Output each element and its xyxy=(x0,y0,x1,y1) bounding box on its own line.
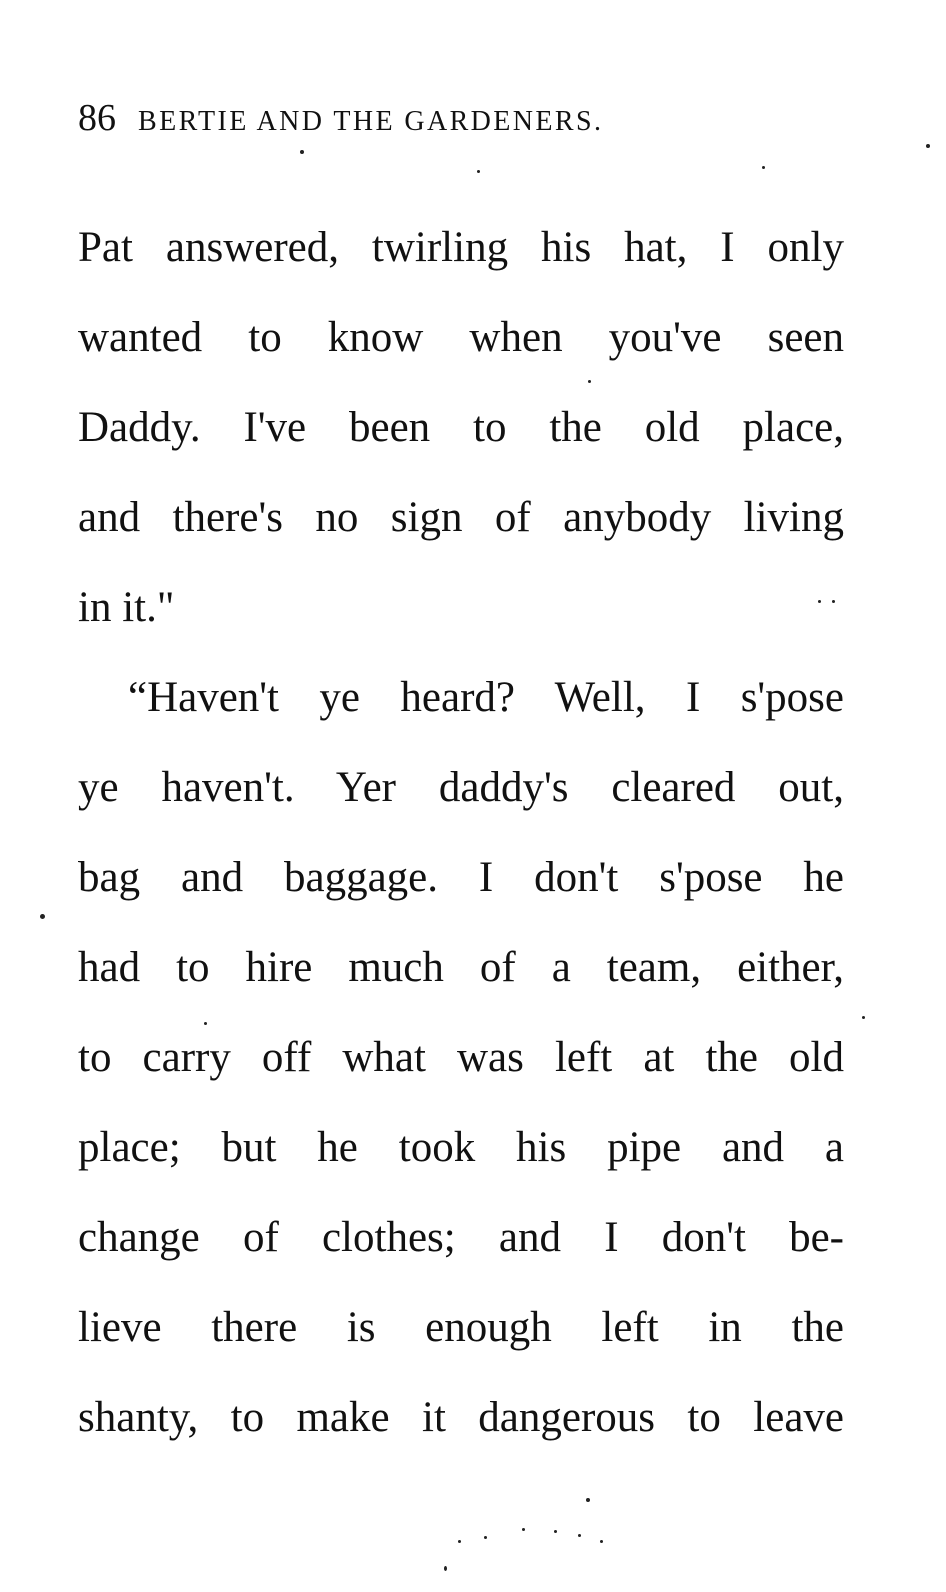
scan-speck xyxy=(818,600,821,603)
scan-speck xyxy=(762,166,765,169)
scan-speck xyxy=(862,1016,865,1019)
scan-speck xyxy=(586,1498,590,1502)
page-number: 86 xyxy=(78,97,116,139)
text-line: place; but he took his pipe and a xyxy=(78,1124,844,1171)
text-line: bag and baggage. I don't s'pose he xyxy=(78,854,844,901)
scan-speck xyxy=(600,1540,603,1543)
scan-speck xyxy=(832,600,835,603)
text-line: to carry off what was left at the old xyxy=(78,1034,844,1081)
text-line: “Haven't ye heard? Well, I s'pose xyxy=(128,674,844,721)
scan-speck xyxy=(477,170,480,173)
scan-speck xyxy=(484,1536,487,1539)
text-line: lieve there is enough left in the xyxy=(78,1304,844,1351)
running-title: BERTIE AND THE GARDENERS. xyxy=(138,106,604,137)
scan-speck xyxy=(458,1540,461,1543)
text-line: Daddy. I've been to the old place, xyxy=(78,404,844,451)
scan-speck xyxy=(578,1534,581,1537)
text-line: ye haven't. Yer daddy's cleared out, xyxy=(78,764,844,811)
text-line: had to hire much of a team, either, xyxy=(78,944,844,991)
scan-speck xyxy=(522,1528,525,1531)
text-line: change of clothes; and I don't be- xyxy=(78,1214,844,1261)
scan-speck xyxy=(554,1530,557,1533)
text-line: wanted to know when you've seen xyxy=(78,314,844,361)
page-header xyxy=(78,96,758,140)
text-line: shanty, to make it dangerous to leave xyxy=(78,1394,844,1441)
scan-speck xyxy=(588,380,591,383)
scan-speck xyxy=(300,150,304,154)
scan-speck xyxy=(40,914,45,919)
text-line: and there's no sign of anybody living xyxy=(78,494,844,541)
text-line: in it." xyxy=(78,584,175,631)
scan-speck xyxy=(204,1022,207,1025)
text-line: Pat answered, twirling his hat, I only xyxy=(78,224,844,271)
scan-speck xyxy=(926,144,930,148)
scan-speck xyxy=(444,1566,447,1571)
